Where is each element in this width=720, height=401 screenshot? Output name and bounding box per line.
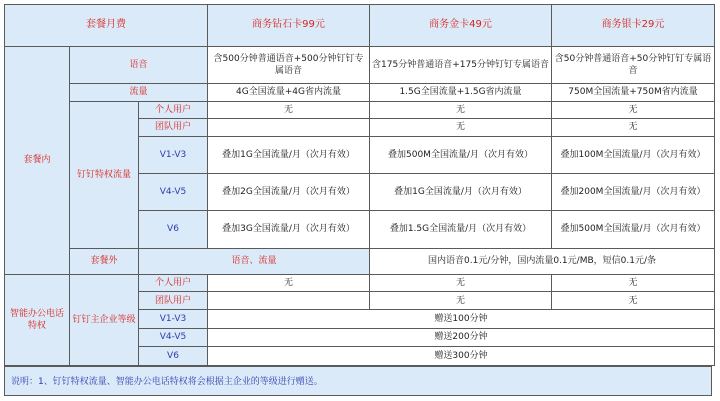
dingtalk-v4-v5-diamond: 叠加2G全国流量/月（次月有效） <box>208 173 370 210</box>
dingtalk-v1-v3-diamond: 叠加1G全国流量/月（次月有效） <box>208 136 370 173</box>
dingtalk-personal-silver: 无 <box>552 101 715 119</box>
dingtalk-v1-v3-gold: 叠加500M全国流量/月（次月有效） <box>370 136 552 173</box>
plan-silver-header: 商务银卡29元 <box>552 5 715 47</box>
monthly-fee-header: 套餐月费 <box>5 5 208 47</box>
office-personal-diamond: 无 <box>208 274 370 292</box>
dingtalk-v1-v3-silver: 叠加100M全国流量/月（次月有效） <box>552 136 715 173</box>
dingtalk-row-personal <box>5 101 715 119</box>
voice-value-gold: 含175分钟普通语音+175分钟钉钉专属语音 <box>370 46 552 83</box>
office-tier-team: 团队用户 <box>139 292 208 310</box>
out-package-value: 国内语音0.1元/分钟，国内流量0.1元/MB，短信0.1元/条 <box>370 248 715 274</box>
plan-diamond-header: 商务钻石卡99元 <box>208 5 370 47</box>
dingtalk-team-gold: 无 <box>370 119 552 137</box>
office-sub-label: 钉钉主企业等级 <box>70 274 139 365</box>
office-tier-v6: V6 <box>139 347 208 366</box>
header-row <box>5 5 715 47</box>
plan-table <box>4 4 715 366</box>
office-tier-personal: 个人用户 <box>139 274 208 292</box>
out-package-label: 套餐外 <box>70 248 139 274</box>
office-personal-silver: 无 <box>552 274 715 292</box>
dingtalk-v6-gold: 叠加1.5G全国流量/月（次月有效） <box>370 211 552 248</box>
office-row-personal <box>5 274 715 292</box>
data-value-gold: 1.5G全国流量+1.5G省内流量 <box>370 83 552 101</box>
dingtalk-tier-v1-v3: V1-V3 <box>139 136 208 173</box>
office-team-gold: 无 <box>370 292 552 310</box>
dingtalk-v4-v5-gold: 叠加1G全国流量/月（次月有效） <box>370 173 552 210</box>
plan-gold-header: 商务金卡49元 <box>370 5 552 47</box>
dingtalk-team-diamond <box>208 119 370 137</box>
voice-row <box>5 46 715 83</box>
dingtalk-v6-silver: 叠加500M全国流量/月（次月有效） <box>552 211 715 248</box>
dingtalk-team-silver: 无 <box>552 119 715 137</box>
dingtalk-v4-v5-silver: 叠加200M全国流量/月（次月有效） <box>552 173 715 210</box>
office-v6-value: 赠送300分钟 <box>208 347 715 366</box>
office-personal-gold: 无 <box>370 274 552 292</box>
data-row <box>5 83 715 101</box>
data-value-silver: 750M全国流量+750M省内流量 <box>552 83 715 101</box>
voice-label: 语音 <box>70 46 208 83</box>
in-package-label: 套餐内 <box>5 46 70 274</box>
dingtalk-traffic-label: 钉钉特权流量 <box>70 101 139 248</box>
data-label: 流量 <box>70 83 208 101</box>
office-tier-v1-v3: V1-V3 <box>139 309 208 328</box>
voice-value-silver: 含50分钟普通语音+50分钟钉钉专属语音 <box>552 46 715 83</box>
office-team-silver: 无 <box>552 292 715 310</box>
dingtalk-personal-diamond: 无 <box>208 101 370 119</box>
out-package-sub-label: 语音、流量 <box>139 248 370 274</box>
data-value-diamond: 4G全国流量+4G省内流量 <box>208 83 370 101</box>
dingtalk-v6-diamond: 叠加3G全国流量/月（次月有效） <box>208 211 370 248</box>
office-tier-v4-v5: V4-V5 <box>139 328 208 347</box>
office-team-diamond <box>208 292 370 310</box>
office-v4-v5-value: 赠送200分钟 <box>208 328 715 347</box>
dingtalk-tier-v4-v5: V4-V5 <box>139 173 208 210</box>
dingtalk-tier-v6: V6 <box>139 211 208 248</box>
footnote: 说明：1、钉钉特权流量、智能办公电话特权将会根据主企业的等级进行赠送。 <box>4 366 712 396</box>
voice-value-diamond: 含500分钟普通语音+500分钟钉钉专属语音 <box>208 46 370 83</box>
office-v1-v3-value: 赠送100分钟 <box>208 309 715 328</box>
dingtalk-tier-personal: 个人用户 <box>139 101 208 119</box>
out-package-row <box>5 248 715 274</box>
dingtalk-tier-team: 团队用户 <box>139 119 208 137</box>
dingtalk-personal-gold: 无 <box>370 101 552 119</box>
office-label: 智能办公电话特权 <box>5 274 70 365</box>
